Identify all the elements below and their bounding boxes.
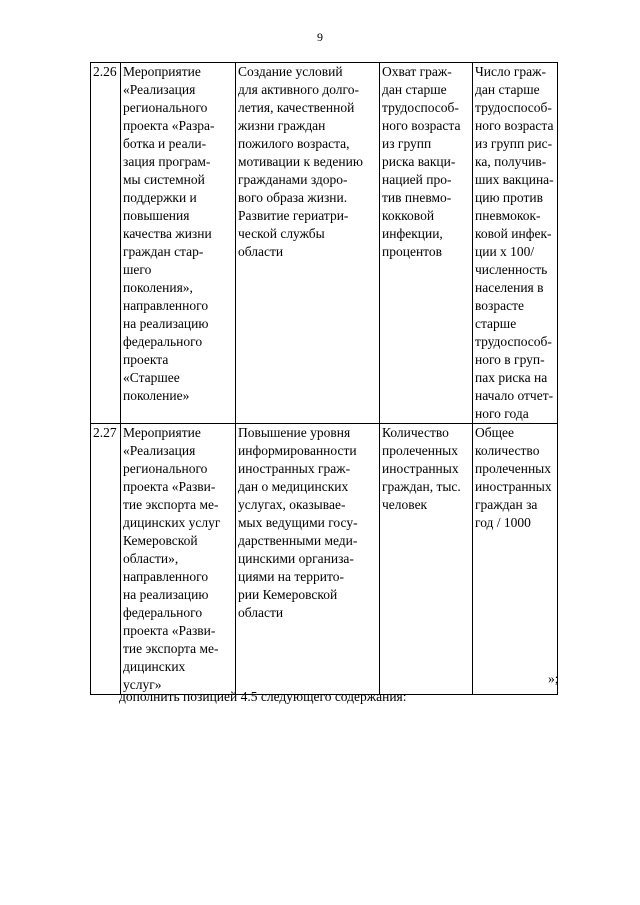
page-number: 9 — [317, 30, 323, 44]
goal-cell: Повышение уровня информированности иностранных граж- дан о медицинских услугах, оказывае- мых ведущими госу- дарственными меди- цинскими организа- циями на террито- рии Кемеровской области — [236, 424, 380, 695]
indicator-cell: Охват граж- дан старше трудоспособ- ного возраста из групп риска вакци- нацией про- тив пневмо- кокковой инфекции, процентов — [380, 63, 473, 424]
formula-cell: Число граж- дан старше трудоспособ- ного возраста из групп рис- ка, получив- ших вакцина- цию против пневмокок- ковой инфек- ции x 100/ численность населения в возрасте старше трудоспособ- ного в груп- пах риска на начало отчет- ного года — [473, 63, 558, 424]
indicator-cell: Количество пролеченных иностранных граждан, тыс. человек — [380, 424, 473, 695]
amendment-text: дополнить позицией 4.5 следующего содержания: — [119, 689, 407, 704]
measure-cell: Мероприятие «Реализация регионального проекта «Разра- ботка и реали- зация програм- мы системной поддержки и повышения качества жизни граждан стар- шего поколения», направленного на реализацию федерального проекта «Старшее поколение» — [121, 63, 236, 424]
measures-table — [90, 62, 558, 695]
row-number-cell: 2.27 — [91, 424, 121, 695]
goal-cell: Создание условий для активного долго- летия, качественной жизни граждан пожилого возраста, мотивации к ведению гражданами здоро- вого образа жизни. Развитие гериатри- ческой службы области — [236, 63, 380, 424]
measure-cell: Мероприятие «Реализация регионального проекта «Разви- тие экспорта ме- дицинских услуг Кемеровской области», направленного на реализацию федерального проекта «Разви- тие экспорта ме- дицинских услуг» — [121, 424, 236, 695]
table-row — [91, 63, 558, 424]
table-row — [91, 424, 558, 695]
row-number-cell: 2.26 — [91, 63, 121, 424]
closing-quote-mark: »; — [548, 671, 559, 686]
formula-cell: Общее количество пролеченных иностранных граждан за год / 1000 — [473, 424, 558, 695]
